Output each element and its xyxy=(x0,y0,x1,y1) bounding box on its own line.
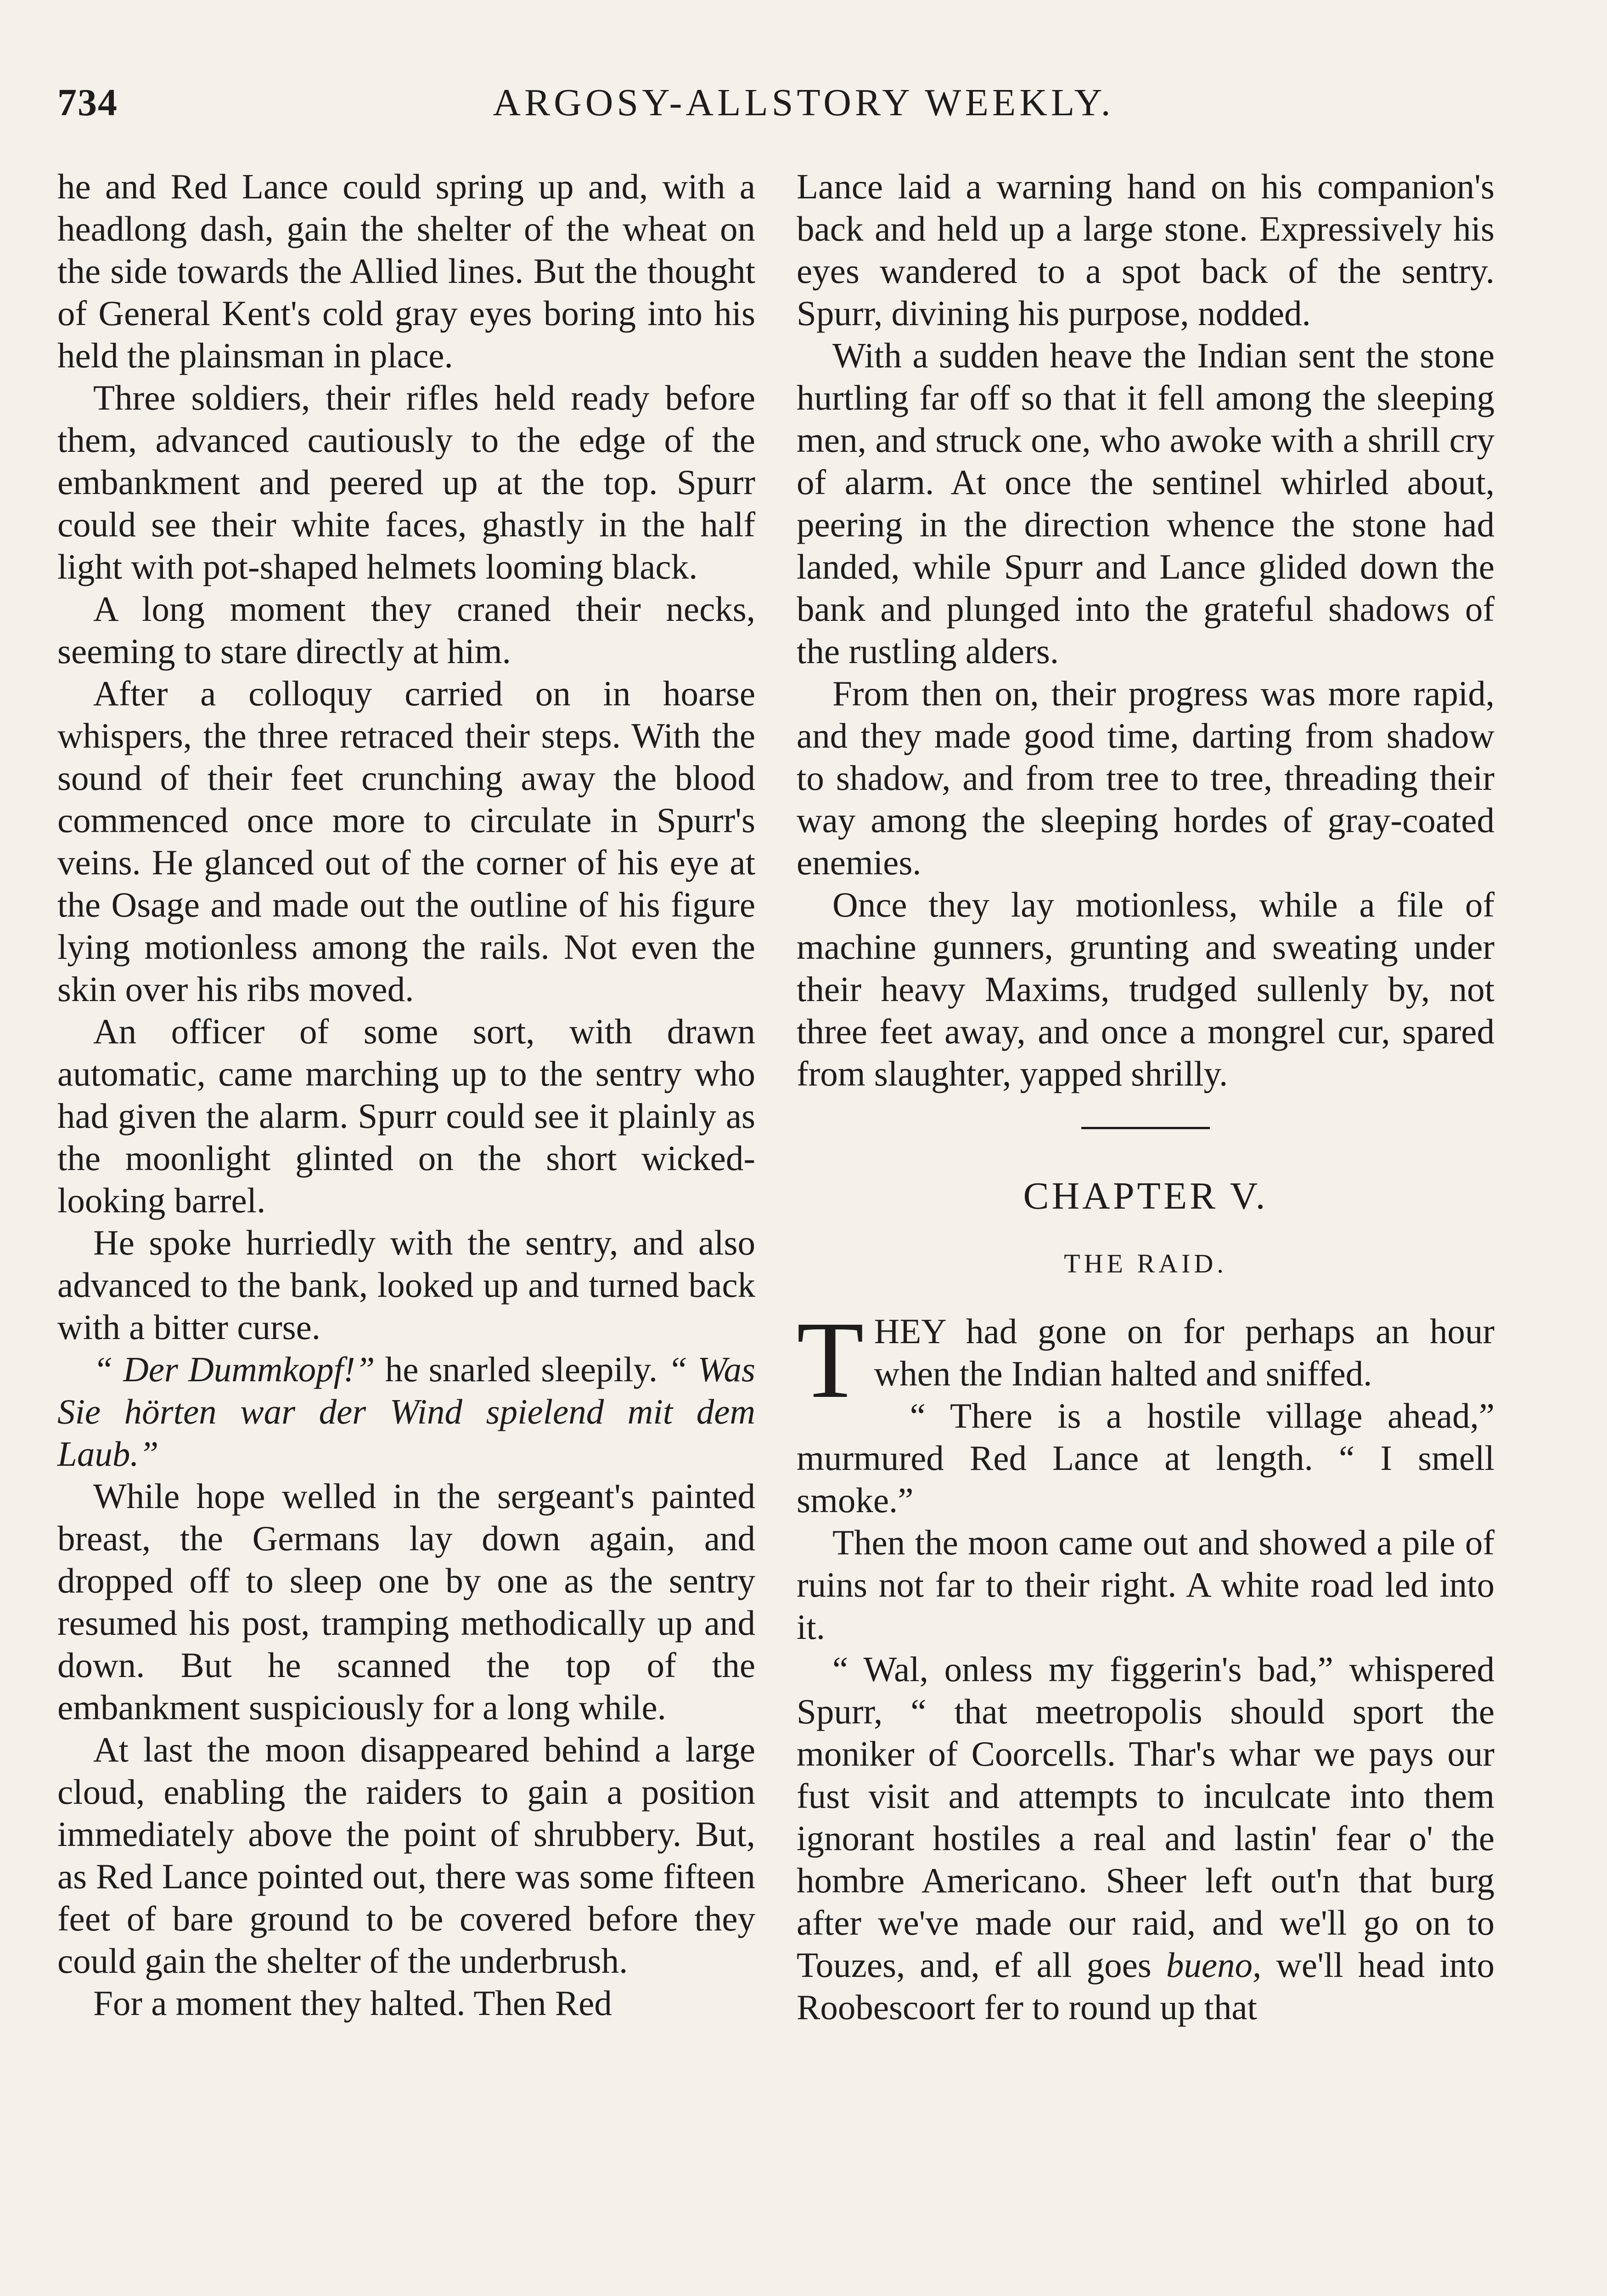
paragraph: “ There is a hostile village ahead,” murmured Red Lance at length. “ I smell smoke.” xyxy=(797,1396,1495,1520)
page-header xyxy=(57,80,1550,140)
paragraph: Once they lay motionless, while a file of machine gunners, grunting and sweating under their heavy Maxims, trudged sullenly by, not three feet away, and once a mongrel cur, spared from slaughter, yapped shrilly. xyxy=(797,885,1495,1093)
left-column xyxy=(57,165,755,2024)
paragraph xyxy=(797,1648,1495,2028)
paragraph: he and Red Lance could spring up and, with a headlong dash, gain the shelter of the wheat on the side towards the Allied lines. But the thought of General Kent's cold gray eyes boring into his held the plainsman in place. xyxy=(57,167,755,375)
paragraph: Three soldiers, their rifles held ready before them, advanced cautiously to the edge of the embankment and peered up at the top. Spurr could see their white faces, ghastly in the half light with pot-shaped helmets looming black. xyxy=(57,378,755,586)
paragraph-text: we'll head into Roobescoort fer to round up that xyxy=(797,1945,1495,2027)
german-quote: “ Der Dummkopf!” xyxy=(93,1350,375,1389)
chapter-opening-paragraph xyxy=(797,1299,1495,1421)
paragraph: From then on, their progress was more rapid, and they made good time, darting from shadow to shadow, and from tree to tree, threading their way among the sleeping hordes of gray-coated enemies. xyxy=(797,674,1495,882)
paragraph: After a colloquy carried on in hoarse whispers, the three retraced their steps. With the sound of their feet crunching away the blood commenced once more to circulate in Spurr's veins. He glanced out of the corner of his eye at the Osage and made out the outline of his figure lying motionless among the rails. Not even the skin over his ribs moved. xyxy=(57,674,755,1009)
paragraph: For a moment they halted. Then Red xyxy=(93,1983,612,2023)
chapter-title: CHAPTER V. xyxy=(1023,1175,1268,1217)
dialogue-attribution: he snarled sleepily. xyxy=(375,1350,668,1389)
chapter-opening-text: HEY had gone on for perhaps an hour when the Indian halted and sniffed. xyxy=(874,1311,1495,1393)
paragraph: A long moment they craned their necks, seeming to stare directly at him. xyxy=(57,589,755,671)
running-head: ARGOSY-ALLSTORY WEEKLY. xyxy=(493,81,1114,124)
german-quote: “ Was Sie hörten war der Wind spielend mit dem Laub.” xyxy=(57,1350,755,1474)
section-divider xyxy=(1081,1127,1210,1129)
paragraph: Lance laid a warning hand on his companion's back and held up a large stone. Expressively his eyes wandered to a spot back of the sentry. Spurr, divining his purpose, nodded. xyxy=(797,167,1495,333)
italic-word: bueno, xyxy=(1166,1945,1262,1985)
paragraph: Then the moon came out and showed a pile of ruins not far to their right. A white road led into it. xyxy=(797,1523,1495,1647)
chapter-subtitle: THE RAID. xyxy=(1064,1249,1227,1278)
right-column xyxy=(797,165,1495,2028)
paragraph: An officer of some sort, with drawn automatic, came marching up to the sentry who had given the alarm. Spurr could see it plainly as the moonlight glinted on the short wicked-looking barrel. xyxy=(57,1012,755,1220)
drop-cap: T xyxy=(797,1299,864,1421)
paragraph: With a sudden heave the Indian sent the stone hurtling far off so that it fell among the sleeping men, and struck one, who awoke with a shrill cry of alarm. At once the sentinel whirled about, peering in the direction whence the stone had landed, while Spurr and Lance glided down the bank and plunged into the grateful shadows of the rustling alders. xyxy=(797,336,1495,671)
german-dialogue-paragraph xyxy=(57,1348,755,1475)
paragraph: While hope welled in the sergeant's painted breast, the Germans lay down again, and dropped off to sleep one by one as the sentry resumed his post, tramping methodically up and down. But he scanned the top of the embankment suspiciously for a long while. xyxy=(57,1476,755,1727)
paragraph: He spoke hurriedly with the sentry, and also advanced to the bank, looked up and turned back with a bitter curse. xyxy=(57,1223,755,1347)
paragraph: At last the moon disappeared behind a large cloud, enabling the raiders to gain a position immediately above the point of shrubbery. But, as Red Lance pointed out, there was some fifteen feet of bare ground to be covered before they could gain the shelter of the underbrush. xyxy=(57,1730,755,1981)
paragraph-text: “ Wal, onless my figgerin's bad,” whispered Spurr, “ that meetropolis should sport the moniker of Coorcells. Thar's whar we pays our fust visit and attempts to inculcate into them ignorant hostiles a real and lastin' fear o' the hombre Americano. Sheer left out'n that burg after we've made our raid, and we'll go on to Touzes, and, ef all goes xyxy=(797,1649,1495,1985)
page-number: 734 xyxy=(57,81,118,124)
